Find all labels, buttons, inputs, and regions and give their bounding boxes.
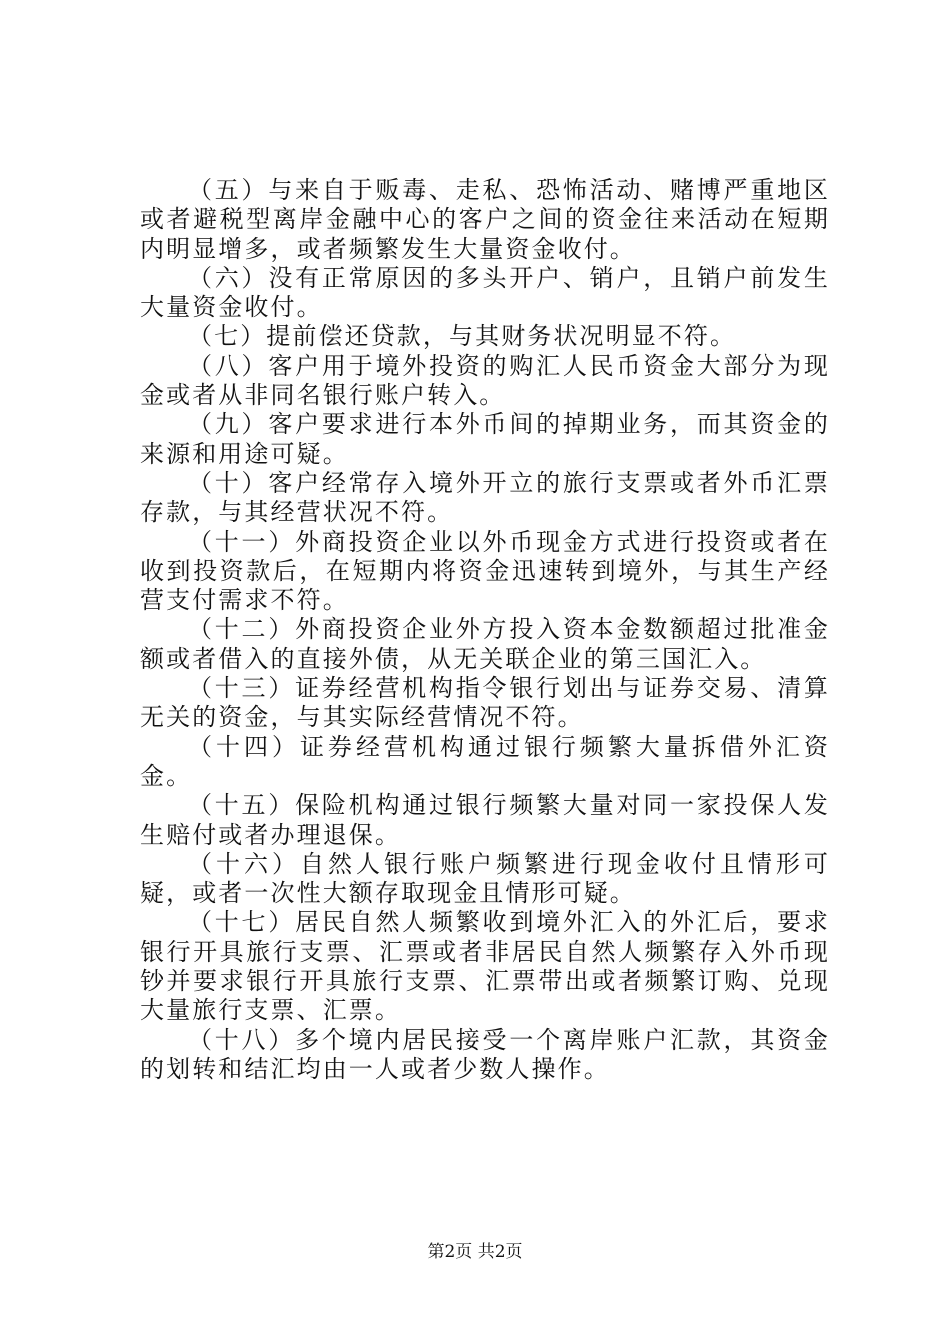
paragraph-item-5: （五）与来自于贩毒、走私、恐怖活动、赌博严重地区或者避税型离岸金融中心的客户之间的资金往来活动在短期内明显增多，或者频繁发生大量资金收付。 [140,176,830,263]
paragraph-item-15: （十五）保险机构通过银行频繁大量对同一家投保人发生赔付或者办理退保。 [140,791,830,849]
paragraph-item-9: （九）客户要求进行本外币间的掉期业务，而其资金的来源和用途可疑。 [140,410,830,468]
paragraph-item-6: （六）没有正常原因的多头开户、销户，且销户前发生大量资金收付。 [140,263,830,322]
paragraph-item-14: （十四）证券经营机构通过银行频繁大量拆借外汇资金。 [140,732,830,790]
paragraph-item-10: （十）客户经常存入境外开立的旅行支票或者外币汇票存款，与其经营状况不符。 [140,468,830,527]
paragraph-item-11: （十一）外商投资企业以外币现金方式进行投资或者在收到投资款后，在短期内将资金迅速转到境外，与其生产经营支付需求不符。 [140,527,830,615]
page-number-footer: 第2页 共2页 [427,1242,523,1262]
paragraph-item-12: （十二）外商投资企业外方投入资本金数额超过批准金额或者借入的直接外债，从无关联企业的第三国汇入。 [140,615,830,673]
paragraph-item-8: （八）客户用于境外投资的购汇人民币资金大部分为现金或者从非同名银行账户转入。 [140,351,830,410]
document-body [140,176,830,1084]
paragraph-item-16: （十六）自然人银行账户频繁进行现金收付且情形可疑，或者一次性大额存取现金且情形可疑。 [140,849,830,908]
paragraph-item-17: （十七）居民自然人频繁收到境外汇入的外汇后，要求银行开具旅行支票、汇票或者非居民自然人频繁存入外币现钞并要求银行开具旅行支票、汇票带出或者频繁订购、兑现大量旅行支票、汇票。 [140,908,830,1025]
paragraph-item-7: （七）提前偿还贷款，与其财务状况明显不符。 [188,322,737,351]
paragraph-item-13: （十三）证券经营机构指令银行划出与证券交易、清算无关的资金，与其实际经营情况不符。 [140,674,830,732]
paragraph-item-18: （十八）多个境内居民接受一个离岸账户汇款，其资金的划转和结汇均由一人或者少数人操作。 [140,1025,830,1083]
